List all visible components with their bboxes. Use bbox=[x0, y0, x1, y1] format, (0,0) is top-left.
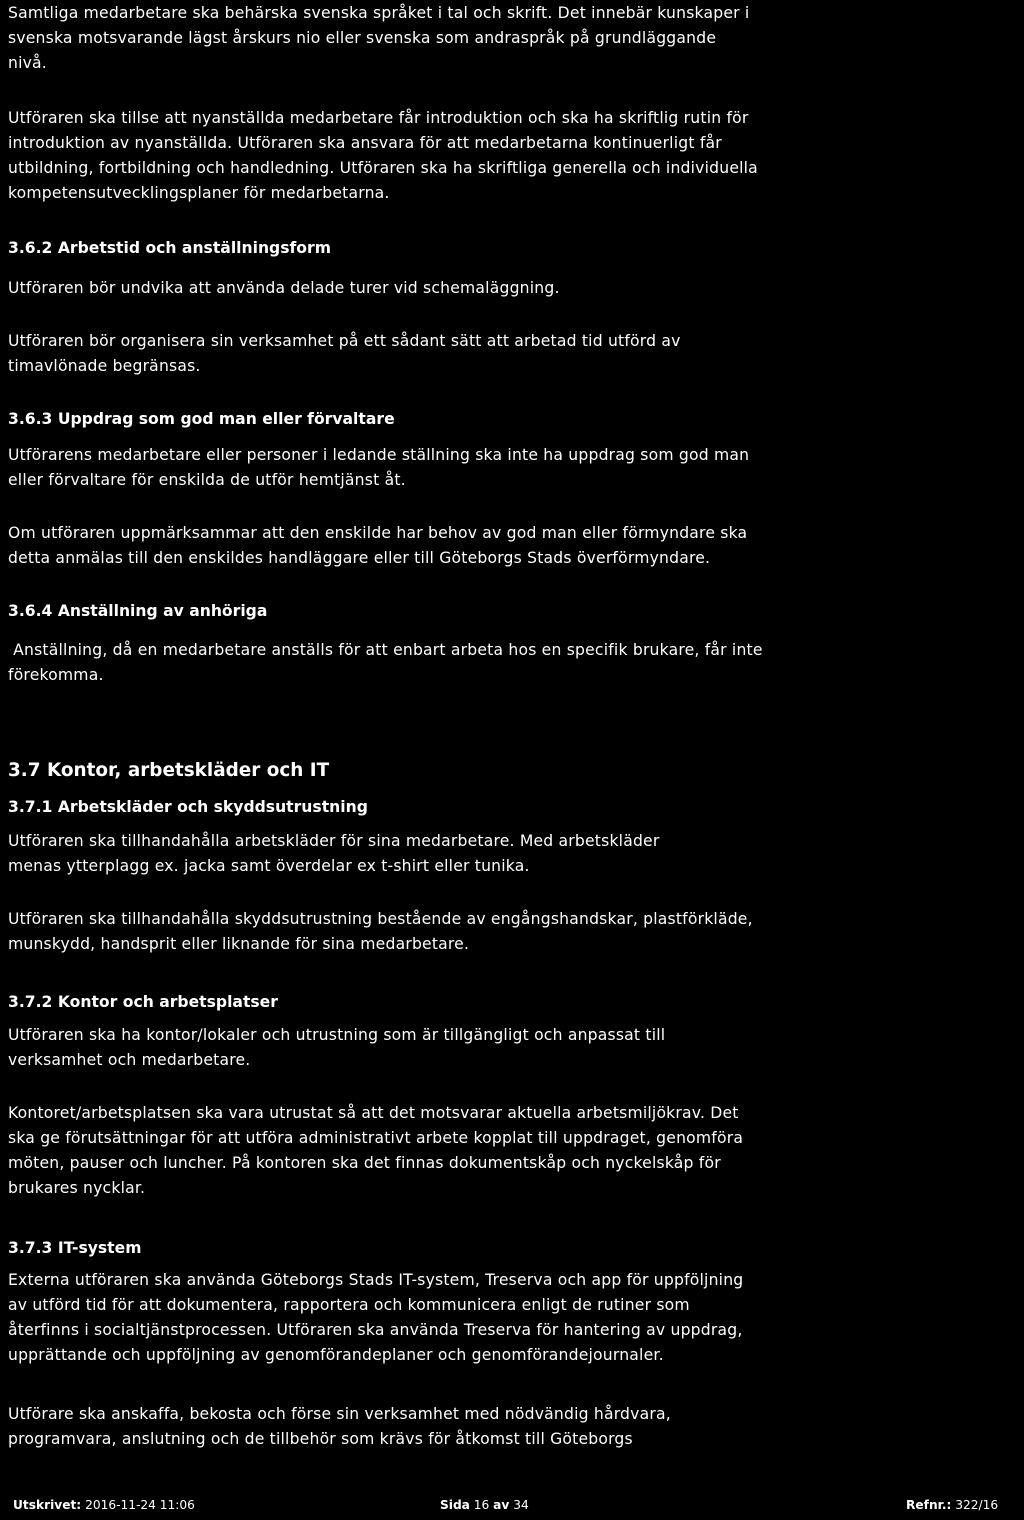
paragraph-introduction bbox=[8, 106, 848, 206]
footer-page-total: 34 bbox=[513, 1498, 529, 1512]
text-line: Utförarens medarbetare eller personer i ledande ställning ska inte ha uppdrag som god man bbox=[8, 446, 750, 464]
text-line: återfinns i socialtjänstprocessen. Utföraren ska använda Treserva för hantering av uppdrag, bbox=[8, 1321, 743, 1339]
text-line: Utföraren ska ha kontor/lokaler och utrustning som är tillgängligt och anpassat till bbox=[8, 1026, 666, 1044]
footer-page-label: Sida bbox=[440, 1498, 470, 1512]
text-line: Utföraren ska tillhandahålla skyddsutrustning bestående av engångshandskar, plastförkläde, bbox=[8, 910, 753, 928]
paragraph-split-shifts bbox=[8, 276, 848, 301]
text-line: Utförare ska anskaffa, bekosta och förse sin verksamhet med nödvändig hårdvara, bbox=[8, 1405, 671, 1423]
paragraph-work-clothes bbox=[8, 829, 848, 879]
text-line: verksamhet och medarbetare. bbox=[8, 1051, 251, 1069]
text-line: Utföraren bör undvika att använda delade turer vid schemaläggning. bbox=[8, 279, 560, 297]
footer-page-number bbox=[440, 1497, 529, 1513]
paragraph-relative-employment bbox=[8, 638, 848, 688]
text-line: eller förvaltare för enskilda de utför hemtjänst åt. bbox=[8, 471, 406, 489]
text-line: Om utföraren uppmärksammar att den enskilde har behov av god man eller förmyndare ska bbox=[8, 524, 748, 542]
text-line: utbildning, fortbildning och handledning. Utföraren ska ha skriftliga generella och individuella bbox=[8, 159, 758, 177]
section-heading-3-6-2: 3.6.2 Arbetstid och anställningsform bbox=[8, 239, 331, 257]
text-line: brukares nycklar. bbox=[8, 1179, 146, 1197]
text-line: kompetensutvecklingsplaner för medarbetarna. bbox=[8, 184, 390, 202]
footer-printed-date bbox=[13, 1497, 195, 1513]
paragraph-it-systems bbox=[8, 1268, 848, 1368]
text-line: Utföraren ska tillhandahålla arbetskläder för sina medarbetare. Med arbetskläder bbox=[8, 832, 660, 850]
text-line: nivå. bbox=[8, 54, 47, 72]
footer-page-of: av bbox=[493, 1498, 510, 1512]
paragraph-office-equipment bbox=[8, 1101, 848, 1201]
text-line: Externa utföraren ska använda Göteborgs Stads IT-system, Treserva och app för uppföljning bbox=[8, 1271, 744, 1289]
footer-page-num: 16 bbox=[473, 1498, 490, 1512]
text-line: ska ge förutsättningar för att utföra administrativt arbete kopplat till uppdraget, genomföra bbox=[8, 1129, 744, 1147]
text-line: detta anmälas till den enskildes handläggare eller till Göteborgs Stads överförmyndare. bbox=[8, 549, 711, 567]
text-line: förekomma. bbox=[8, 666, 104, 684]
text-line: Kontoret/arbetsplatsen ska vara utrustat så att det motsvarar aktuella arbetsmiljökrav. Det bbox=[8, 1104, 739, 1122]
text-line: munskydd, handsprit eller liknande för sina medarbetare. bbox=[8, 935, 470, 953]
text-line: Utföraren bör organisera sin verksamhet på ett sådant sätt att arbetad tid utförd av bbox=[8, 332, 681, 350]
paragraph-protective-equipment bbox=[8, 907, 848, 957]
text-line: av utförd tid för att dokumentera, rapportera och kommunicera enligt de rutiner som bbox=[8, 1296, 690, 1314]
footer-reference bbox=[906, 1497, 998, 1513]
text-line: introduktion av nyanställda. Utföraren ska ansvara för att medarbetarna kontinuerligt får bbox=[8, 134, 722, 152]
paragraph-guardian-notification bbox=[8, 521, 848, 571]
paragraph-hardware bbox=[8, 1402, 848, 1452]
text-line: timavlönade begränsas. bbox=[8, 357, 201, 375]
footer-ref-label: Refnr.: bbox=[906, 1498, 952, 1512]
text-line: menas ytterplagg ex. jacka samt överdelar ex t-shirt eller tunika. bbox=[8, 857, 530, 875]
text-line: programvara, anslutning och de tillbehör som krävs för åtkomst till Göteborgs bbox=[8, 1430, 633, 1448]
section-heading-3-7-1: 3.7.1 Arbetskläder och skyddsutrustning bbox=[8, 798, 368, 816]
text-line: Utföraren ska tillse att nyanställda medarbetare får introduktion och ska ha skriftlig rutin för bbox=[8, 109, 749, 127]
footer-ref-value: 322/16 bbox=[955, 1498, 999, 1512]
paragraph-language-requirement bbox=[8, 1, 848, 76]
text-line: Samtliga medarbetare ska behärska svenska språket i tal och skrift. Det innebär kunskaper i bbox=[8, 4, 750, 22]
section-heading-3-7: 3.7 Kontor, arbetskläder och IT bbox=[8, 760, 330, 781]
text-line: Anställning, då en medarbetare anställs för att enbart arbeta hos en specifik brukare, får inte bbox=[8, 641, 763, 659]
section-heading-3-6-4: 3.6.4 Anställning av anhöriga bbox=[8, 602, 268, 620]
text-line: upprättande och uppföljning av genomförandeplaner och genomförandejournaler. bbox=[8, 1346, 664, 1364]
footer-printed-label: Utskrivet: bbox=[13, 1498, 82, 1512]
footer-printed-value: 2016-11-24 11:06 bbox=[85, 1498, 195, 1512]
section-heading-3-7-2: 3.7.2 Kontor och arbetsplatser bbox=[8, 993, 278, 1011]
section-heading-3-6-3: 3.6.3 Uppdrag som god man eller förvaltare bbox=[8, 410, 395, 428]
text-line: möten, pauser och luncher. På kontoren ska det finnas dokumentskåp och nyckelskåp för bbox=[8, 1154, 721, 1172]
text-line: svenska motsvarande lägst årskurs nio eller svenska som andraspråk på grundläggande bbox=[8, 29, 717, 47]
paragraph-guardian-assignments bbox=[8, 443, 848, 493]
section-heading-3-7-3: 3.7.3 IT-system bbox=[8, 1239, 142, 1257]
paragraph-hourly-staff bbox=[8, 329, 848, 379]
paragraph-office-premises bbox=[8, 1023, 848, 1073]
